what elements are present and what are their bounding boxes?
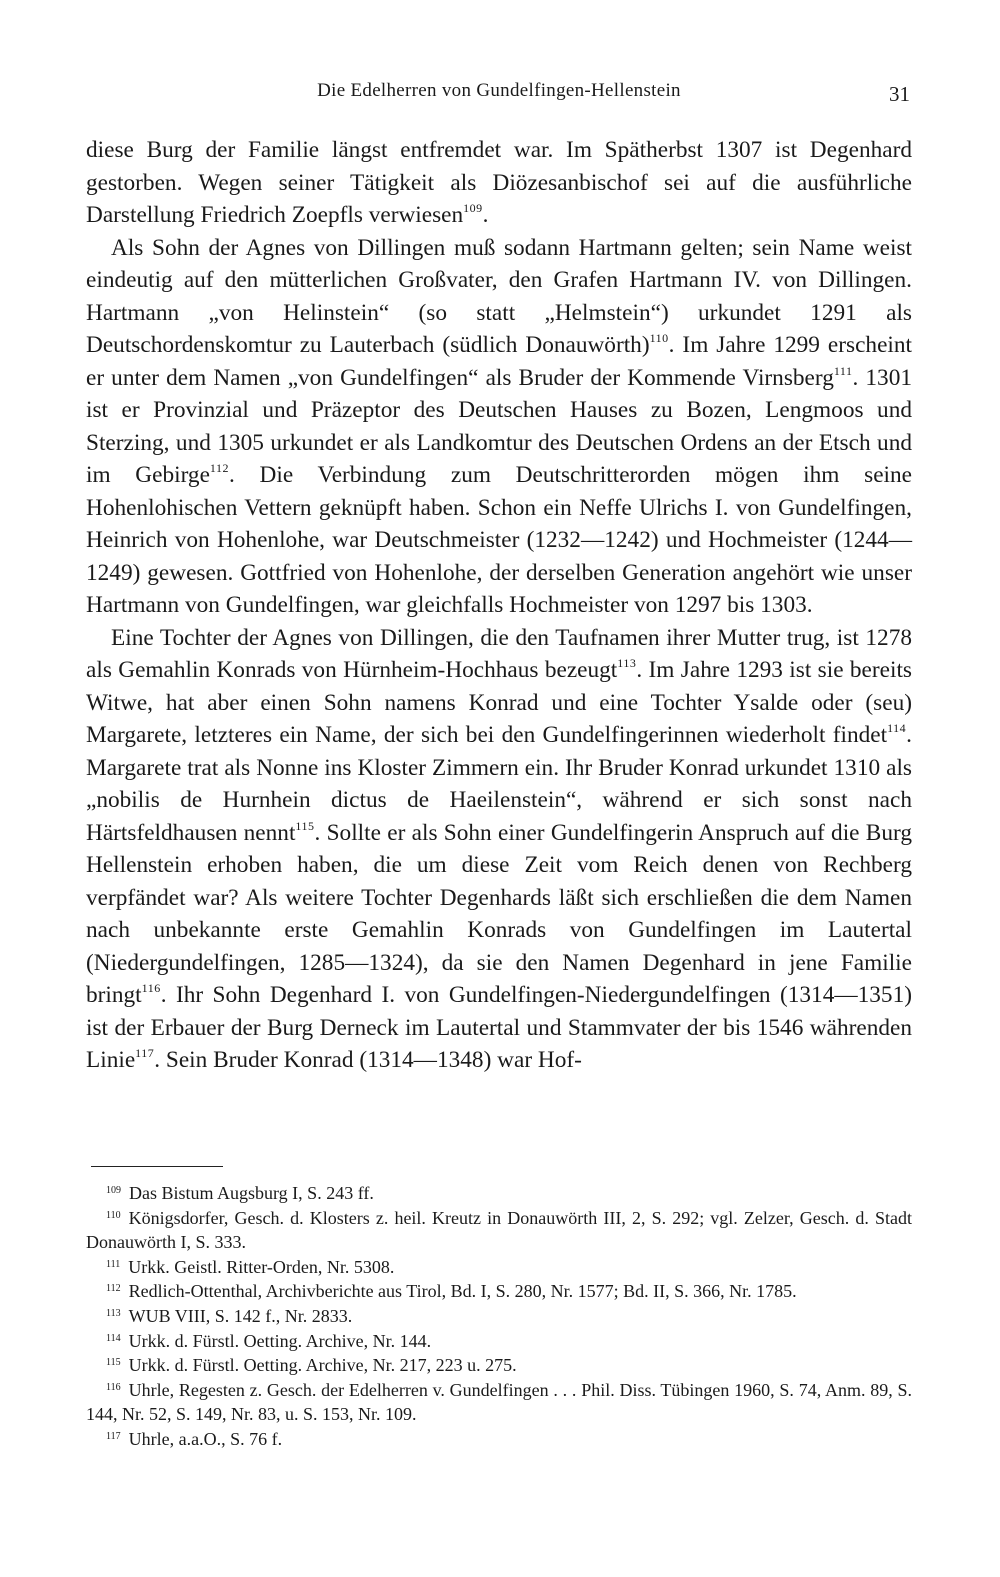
footnote-text: Redlich-Ottenthal, Archivberichte aus Tirol, Bd. I, S. 280, Nr. 1577; Bd. II, S. 366, Nr. 1785. — [128, 1281, 797, 1302]
running-header — [86, 78, 912, 108]
footnote-reference: 109 — [463, 201, 483, 215]
footnote-reference: 114 — [887, 721, 907, 735]
footnote-reference: 116 — [141, 981, 161, 995]
footnote-text: Urkk. d. Fürstl. Oetting. Archive, Nr. 144. — [128, 1330, 432, 1351]
footnote-text: Urkk. Geistl. Ritter-Orden, Nr. 5308. — [128, 1256, 395, 1277]
footnote — [86, 1329, 912, 1354]
body-text-run: . Im Jahre 1299 erscheint er unter dem Namen „von Gundelfingen“ als Bruder der Kommende Virnsberg — [86, 332, 912, 391]
body-text-run: . Sein Bruder Konrad (1314—1348) war Hof- — [154, 1047, 582, 1073]
main-text — [86, 134, 912, 1077]
footnote-number: 112 — [106, 1283, 121, 1295]
footnote — [86, 1427, 912, 1452]
book-page — [86, 0, 912, 1577]
footnote — [86, 1378, 912, 1427]
body-paragraph — [86, 134, 912, 232]
footnote-reference: 111 — [833, 363, 853, 378]
body-text-run: . Die Verbindung zum Deutschritterorden mögen ihm seine Hohenlohischen Vettern geknüpft haben. Schon ein Neffe Ulrichs I. von Gundelfingen, Heinrich von Hohenlohe, war Deutschmeister (1232—1242) und Hochmeister (1244—1249) gewesen. Gottfried von Hohenlohe, der derselben Generation angehört wie unser Hartmann von Gundelfingen, war gleichfalls Hochmeister von 1297 bis 1303. — [86, 462, 912, 618]
footnote-text: Das Bistum Augsburg I, S. 243 ff. — [129, 1183, 374, 1203]
body-text-run: . Margarete trat als Nonne ins Kloster Zimmern ein. Ihr Bruder Konrad urkundet 1310 als „nobilis de Hurnhein dictus de Haeilenstein“, während er sich sonst nach Härtsfeldhausen nennt — [86, 722, 912, 846]
body-text-run: . Im Jahre 1293 ist sie bereits Witwe, hat aber einen Sohn namens Konrad und eine Tochter Ysalde oder (seu) Margarete, letzteres ein Name, der sich bei den Gundelfingerinnen wiederholt findet — [86, 657, 912, 748]
body-text-run: . Ihr Sohn Degenhard I. von Gundelfingen-Niedergundelfingen (1314—1351) ist der Erbauer der Burg Derneck im Lautertal und Stammvater der bis 1546 währenden Linie — [86, 982, 912, 1073]
footnote-number: 116 — [106, 1381, 121, 1393]
footnotes — [86, 1181, 912, 1452]
footnote-reference: 110 — [649, 331, 669, 345]
footnote — [86, 1279, 912, 1304]
body-text-run: . 1301 ist er Provinzial und Präzeptor des Deutschen Hauses zu Bozen, Lengmoos und Sterzing, und 1305 urkundet er als Landkomtur des Deutschen Ordens an der Etsch und im Gebirge — [86, 364, 912, 488]
footnote — [86, 1353, 912, 1378]
footnote-separator — [91, 1166, 223, 1167]
footnote-text: Urkk. d. Fürstl. Oetting. Archive, Nr. 217, 223 u. 275. — [128, 1355, 517, 1376]
body-text-run: Eine Tochter der Agnes von Dillingen, die den Taufnamen ihrer Mutter trug, ist 1278 als Gemahlin Konrads von Hürnheim-Hochhaus bezeugt — [86, 624, 912, 683]
footnote — [86, 1255, 912, 1280]
page-number: 31 — [889, 82, 910, 106]
body-paragraph — [86, 232, 912, 622]
body-paragraph — [86, 622, 912, 1077]
body-text-run: Als Sohn der Agnes von Dillingen muß sodann Hartmann gelten; sein Name weist eindeutig auf den mütterlichen Großvater, den Grafen Hartmann IV. von Dillingen. Hartmann „von Helinstein“ (so statt „Helmstein“) urkundet 1291 als Deutschordenskomtur zu Lauterbach (südlich Donauwörth) — [86, 234, 912, 358]
footnote-number: 111 — [106, 1258, 121, 1270]
footnote-reference: 113 — [617, 656, 637, 670]
footnote-number: 117 — [106, 1430, 121, 1442]
footnote-text: Königsdorfer, Gesch. d. Klosters z. heil. Kreutz in Donauwörth III, 2, S. 292; vgl. Zelzer, Gesch. d. Stadt Donauwörth I, S. 333. — [86, 1207, 912, 1253]
footnote — [86, 1206, 912, 1255]
footnote-number: 113 — [106, 1307, 121, 1319]
body-text-run: . — [482, 202, 489, 228]
footnote-number: 109 — [106, 1185, 121, 1196]
footnote-reference: 117 — [135, 1046, 155, 1060]
footnote-reference: 115 — [295, 818, 315, 833]
footnote-number: 110 — [106, 1209, 121, 1221]
footnote-number: 114 — [106, 1332, 121, 1344]
footnote — [86, 1181, 912, 1206]
footnote-text: WUB VIII, S. 142 f., Nr. 2833. — [128, 1305, 353, 1326]
footnote-text: Uhrle, a.a.O., S. 76 f. — [128, 1428, 283, 1449]
running-title: Die Edelherren von Gundelfingen-Hellenstein — [317, 80, 681, 101]
footnote-text: Uhrle, Regesten z. Gesch. der Edelherren v. Gundelfingen . . . Phil. Diss. Tübingen 1960, S. 74, Anm. 89, S. 144, Nr. 52, S. 149, Nr. 83, u. S. 153, Nr. 109. — [86, 1379, 912, 1425]
body-text-run: . Sollte er als Sohn einer Gundelfingerin Anspruch auf die Burg Hellenstein erhoben haben, die um diese Zeit vom Reich denen von Rechberg verpfändet war? Als weitere Tochter Degenhards läßt sich erschließen die dem Namen nach unbekannte erste Gemahlin Konrads von Gundelfingen im Lautertal (Niedergundelfingen, 1285—1324), da sie den Namen Degenhard in jene Familie bringt — [86, 819, 912, 1008]
footnote-number: 115 — [106, 1357, 121, 1369]
footnote-reference: 112 — [209, 461, 229, 475]
footnote — [86, 1304, 912, 1329]
body-text-run: diese Burg der Familie längst entfremdet war. Im Spätherbst 1307 ist Degenhard gestorben. Wegen seiner Tätigkeit als Diözesanbischof sei auf die ausführliche Darstellung Friedrich Zoepfls verwiesen — [86, 137, 912, 228]
